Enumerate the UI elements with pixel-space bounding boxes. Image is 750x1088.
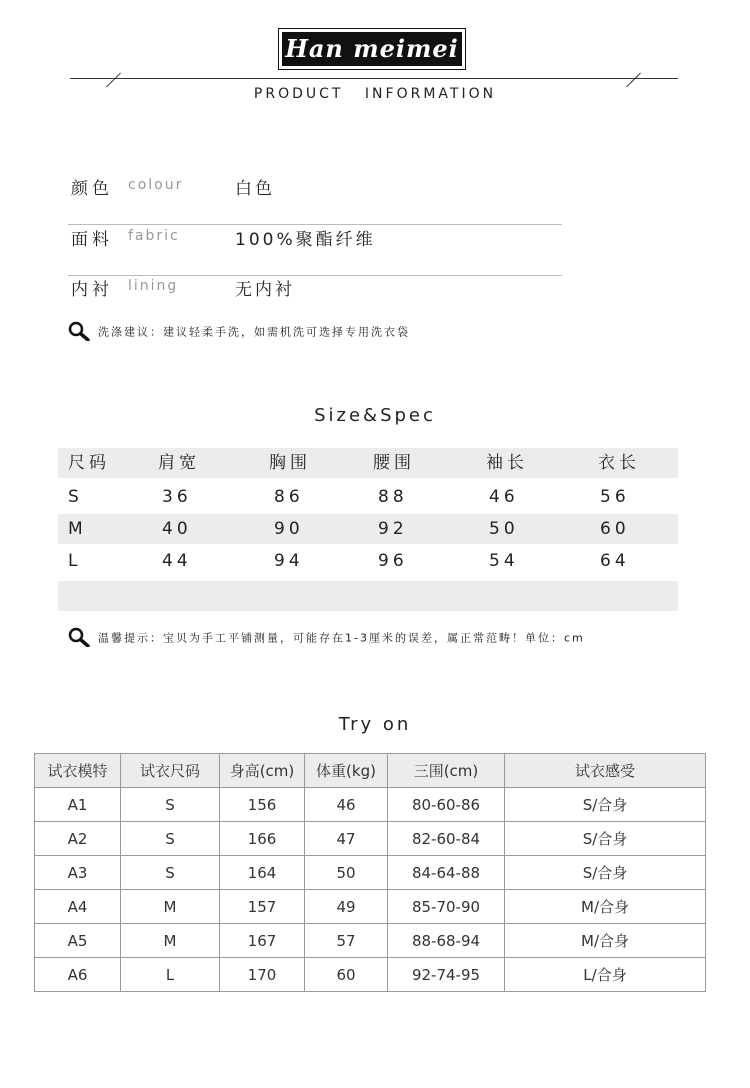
column-header: 三围(cm) <box>388 754 505 788</box>
table-cell: S/合身 <box>505 822 706 856</box>
size-spec-header: 肩宽 <box>158 453 200 473</box>
size-spec-header: 腰围 <box>373 453 415 473</box>
table-row <box>35 788 706 822</box>
table-cell: 46 <box>305 788 388 822</box>
size-spec-cell: 88 <box>378 487 408 507</box>
size-spec-header: 袖长 <box>486 453 528 473</box>
table-cell: M/合身 <box>505 890 706 924</box>
column-header: 身高(cm) <box>220 754 305 788</box>
size-spec-row-m <box>58 514 678 544</box>
table-cell: 157 <box>220 890 305 924</box>
table-cell: 82-60-84 <box>388 822 505 856</box>
table-cell: L <box>121 958 220 992</box>
size-spec-header: 尺码 <box>68 453 110 473</box>
table-cell: 84-64-88 <box>388 856 505 890</box>
wash-note <box>68 321 410 344</box>
size-spec-cell: 94 <box>274 551 304 571</box>
info-value: 100%聚酯纤维 <box>235 230 376 250</box>
measure-note <box>68 627 585 650</box>
table-cell: 156 <box>220 788 305 822</box>
size-spec-cell: 46 <box>489 487 519 507</box>
column-header: 试衣尺码 <box>121 754 220 788</box>
table-cell: A6 <box>35 958 121 992</box>
info-row-lining <box>68 275 562 326</box>
size-spec-cell: 64 <box>600 551 630 571</box>
try-on-title: Try on <box>338 714 412 735</box>
table-row <box>35 924 706 958</box>
table-cell: S <box>121 856 220 890</box>
size-spec-cell: 44 <box>162 551 192 571</box>
table-cell: S <box>121 822 220 856</box>
table-cell: 50 <box>305 856 388 890</box>
size-spec-header: 胸围 <box>269 453 311 473</box>
column-header: 体重(kg) <box>305 754 388 788</box>
size-spec-cell: S <box>68 487 83 507</box>
table-cell: 88-68-94 <box>388 924 505 958</box>
table-cell: 80-60-86 <box>388 788 505 822</box>
info-label-en: colour <box>128 177 184 193</box>
info-label-en: fabric <box>128 228 180 244</box>
try-on-table <box>34 753 706 992</box>
table-cell: 57 <box>305 924 388 958</box>
info-row-colour <box>68 174 562 225</box>
table-cell: 167 <box>220 924 305 958</box>
size-spec-cell: 90 <box>274 519 304 539</box>
size-spec-cell: M <box>68 519 87 539</box>
size-spec-cell: 60 <box>600 519 630 539</box>
table-header-row <box>35 754 706 788</box>
table-cell: A1 <box>35 788 121 822</box>
table-cell: M <box>121 924 220 958</box>
info-row-fabric <box>68 225 562 276</box>
size-spec-title: Size&Spec <box>314 405 436 426</box>
search-icon <box>68 627 90 650</box>
table-cell: M <box>121 890 220 924</box>
table-cell: S/合身 <box>505 788 706 822</box>
table-cell: L/合身 <box>505 958 706 992</box>
size-spec-cell: 56 <box>600 487 630 507</box>
size-spec-cell: 96 <box>378 551 408 571</box>
table-row <box>35 890 706 924</box>
size-spec-header-row <box>58 448 678 478</box>
table-cell: S/合身 <box>505 856 706 890</box>
table-cell: A4 <box>35 890 121 924</box>
column-header: 试衣感受 <box>505 754 706 788</box>
size-spec-cell: 86 <box>274 487 304 507</box>
info-label-cn: 颜色 <box>71 179 113 199</box>
size-spec-row-l <box>58 546 678 576</box>
table-cell: 164 <box>220 856 305 890</box>
table-cell: 85-70-90 <box>388 890 505 924</box>
table-cell: A2 <box>35 822 121 856</box>
info-value: 无内衬 <box>235 280 295 300</box>
table-cell: A3 <box>35 856 121 890</box>
search-icon <box>68 321 90 344</box>
brand-logo: Han meimei <box>282 32 462 66</box>
table-cell: M/合身 <box>505 924 706 958</box>
page-subtitle: PRODUCT INFORMATION <box>253 86 497 102</box>
measure-note-text: 温馨提示：宝贝为手工平铺测量，可能存在1-3厘米的误差，属正常范畴！单位：cm <box>98 631 585 645</box>
size-spec-cell: 54 <box>489 551 519 571</box>
info-value: 白色 <box>235 179 275 199</box>
table-cell: 166 <box>220 822 305 856</box>
table-row <box>35 856 706 890</box>
table-cell: 60 <box>305 958 388 992</box>
info-label-en: lining <box>128 278 179 294</box>
size-spec-cell: 40 <box>162 519 192 539</box>
info-label-cn: 面料 <box>71 230 113 250</box>
table-cell: 49 <box>305 890 388 924</box>
size-spec-cell: L <box>68 551 82 571</box>
table-cell: A5 <box>35 924 121 958</box>
info-label-cn: 内衬 <box>71 280 113 300</box>
table-row <box>35 958 706 992</box>
table-cell: 170 <box>220 958 305 992</box>
size-spec-empty-row <box>58 581 678 611</box>
column-header: 试衣模特 <box>35 754 121 788</box>
size-spec-header: 衣长 <box>598 453 640 473</box>
size-spec-cell: 92 <box>378 519 408 539</box>
size-spec-row-s <box>58 482 678 512</box>
size-spec-cell: 50 <box>489 519 519 539</box>
size-spec-cell: 36 <box>162 487 192 507</box>
wash-note-text: 洗涤建议：建议轻柔手洗，如需机洗可选择专用洗衣袋 <box>98 325 410 339</box>
table-cell: S <box>121 788 220 822</box>
header-divider <box>70 78 678 79</box>
table-row <box>35 822 706 856</box>
table-cell: 92-74-95 <box>388 958 505 992</box>
table-cell: 47 <box>305 822 388 856</box>
